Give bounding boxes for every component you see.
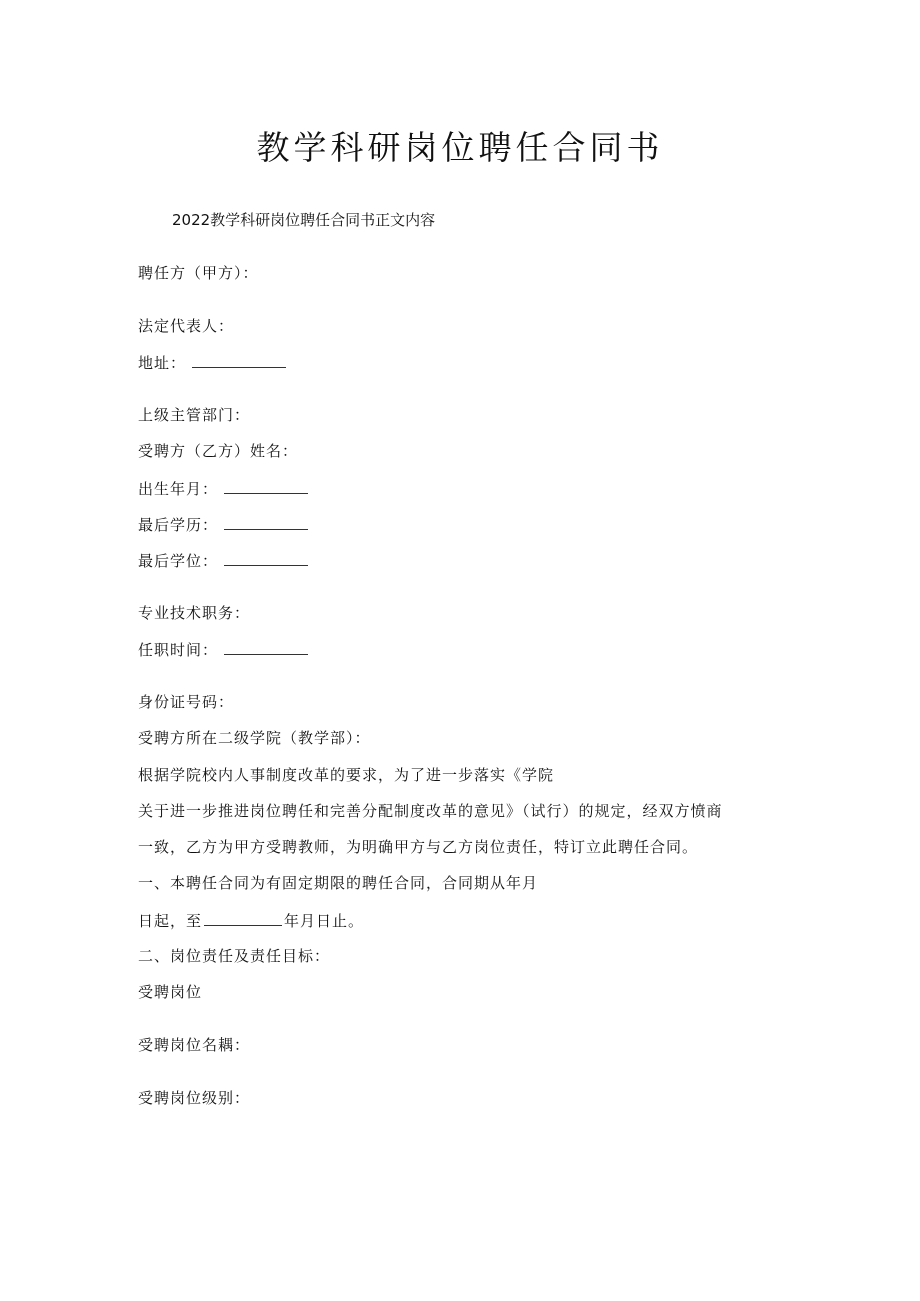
college-label: 受聘方所在二级学院（教学部）： xyxy=(138,729,371,747)
clause-1-line-1: 一、本聘任合同为有固定期限的聘任合同，合同期从年月 xyxy=(138,874,539,892)
body-paragraph-line-1: 根据学院校内人事制度改革的要求，为了进一步落实《学院 xyxy=(138,766,555,784)
post-level-label: 受聘岗位级别： xyxy=(138,1089,251,1107)
post-name-label: 受聘岗位名耦： xyxy=(138,1036,251,1054)
clause-1-end-text: 年月日止。 xyxy=(284,912,365,930)
supervisor-label: 上级主管部门： xyxy=(138,406,251,424)
id-number-label: 身份证号码： xyxy=(138,693,235,711)
supervisor-field xyxy=(138,404,250,426)
clause-2-heading: 二、岗位责任及责任目标： xyxy=(138,947,331,965)
birth-date-blank xyxy=(224,477,308,494)
birth-date-label: 出生年月： xyxy=(138,480,219,498)
college-field xyxy=(138,727,371,749)
address-label: 地址： xyxy=(138,354,187,372)
birth-date-field xyxy=(138,477,308,500)
education-blank xyxy=(224,513,308,530)
post-label: 受聘岗位 xyxy=(138,983,203,1001)
legal-rep-field xyxy=(138,315,234,337)
end-date-blank xyxy=(204,909,282,926)
tech-title-label: 专业技术职务： xyxy=(138,604,251,622)
degree-field xyxy=(138,549,308,572)
employer-field xyxy=(138,262,259,284)
document-title: 教学科研岗位聘任合同书 xyxy=(256,128,664,167)
clause-1-line-2 xyxy=(138,909,364,932)
education-label: 最后学历： xyxy=(138,516,219,534)
document-subtitle: 2022教学科研岗位聘任合同书正文内容 xyxy=(172,211,436,229)
id-number-field xyxy=(138,691,234,713)
job-time-label: 任职时间： xyxy=(138,641,219,659)
body-paragraph-line-2: 关于进一步推进岗位聘任和完善分配制度改革的意见》（试行）的规定，经双方愤商 xyxy=(138,802,723,820)
body-paragraph-line-3: 一致，乙方为甲方受聘教师，为明确甲方与乙方岗位责任，特订立此聘任合同。 xyxy=(138,838,699,856)
education-field xyxy=(138,513,308,536)
degree-blank xyxy=(224,549,308,566)
legal-rep-label: 法定代表人： xyxy=(138,317,235,335)
job-time-field xyxy=(138,638,308,661)
employer-label: 聘任方（甲方）： xyxy=(138,264,259,282)
tech-title-field xyxy=(138,602,250,624)
employee-name-label: 受聘方（乙方）姓名： xyxy=(138,442,299,460)
job-time-blank xyxy=(224,638,308,655)
clause-1-start-text: 日起，至 xyxy=(138,912,203,930)
employee-name-field xyxy=(138,440,298,462)
address-blank xyxy=(192,351,286,368)
degree-label: 最后学位： xyxy=(138,552,219,570)
address-field xyxy=(138,351,286,374)
